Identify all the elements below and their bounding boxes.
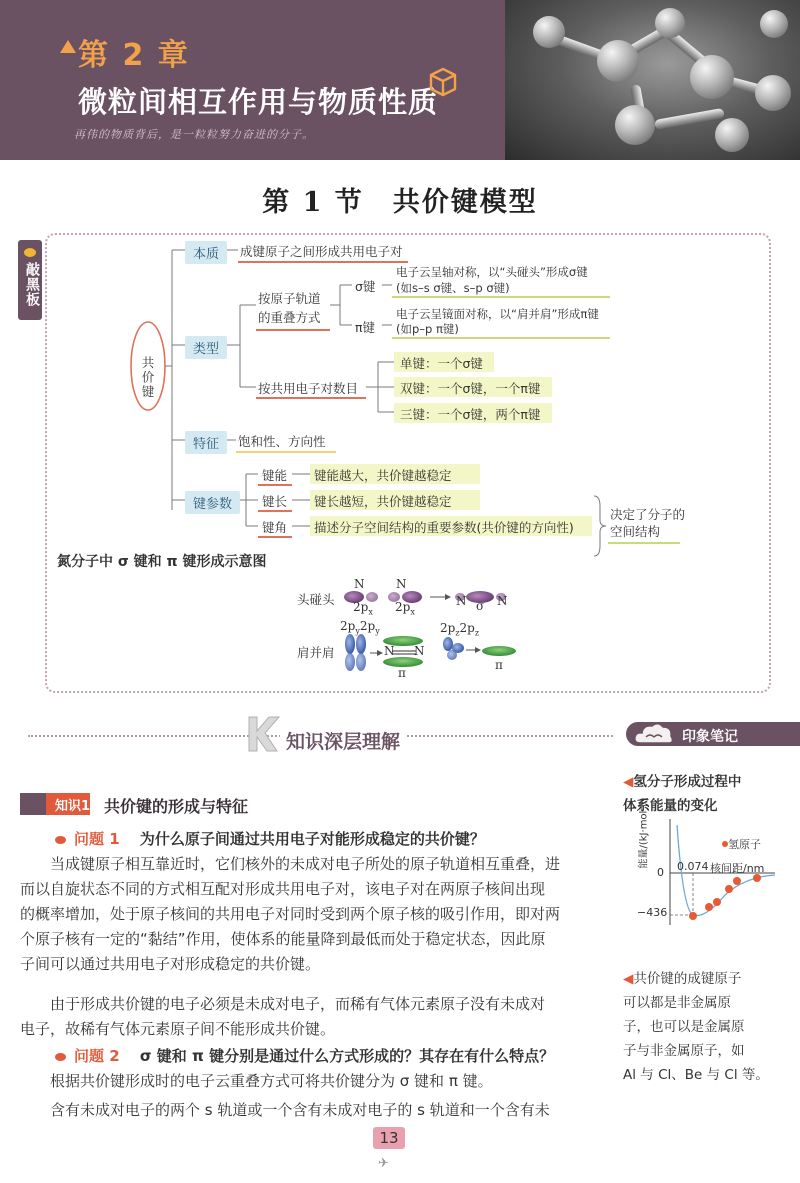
length-label: 键长 [262, 494, 288, 509]
k-logo-icon [243, 713, 281, 753]
graph-y0: 0 [657, 866, 664, 879]
energy-label: 键能 [262, 468, 288, 483]
nature-text: 成键原子之间形成共用电子对 [240, 244, 403, 259]
section-title: 第 1 节 共价键模型 [262, 187, 538, 218]
features-box: 特征 [185, 431, 227, 454]
underline [258, 510, 292, 512]
pi-label: π键 [355, 320, 376, 335]
n-label: N [456, 594, 467, 608]
note1-title: ◀氢分子形成过程中 体系能量的变化 [623, 774, 742, 814]
double-bond: 双键：一个σ键，一个π键 [400, 381, 541, 396]
head-on-label: 头碰头 [297, 592, 335, 607]
underline [238, 261, 408, 263]
graph-ylabel: 能量/(kJ·mol⁻¹) [638, 797, 650, 869]
angle-text: 描述分子空间结构的重要参数(共价键的方向性) [314, 520, 574, 535]
note2: ◀共价键的成键原子 可以都是非金属原 子，也可以是金属原 子与非金属原子，如 Al 与 Cl、Be 与 Cl 等。 [623, 971, 769, 1083]
cube-icon [428, 67, 458, 97]
underline [256, 329, 330, 331]
bullet-icon [55, 836, 66, 844]
tag-label: 敲黑板 [24, 262, 40, 307]
chapter-number: 第 2 章 [78, 38, 190, 73]
molecule-photo [505, 0, 800, 160]
q2-paragraph-1: 根据共价键形成时的电子云重叠方式可将共价键分为 σ 键和 π 键。 [20, 1072, 493, 1090]
length-text: 键长越短，共价键越稳定 [314, 494, 452, 509]
nature-box: 本质 [185, 241, 227, 264]
sigma-label: σ键 [355, 279, 376, 294]
side-by-side-label: 肩并肩 [297, 645, 335, 660]
types-box: 类型 [185, 336, 227, 359]
chapter-quote: 再伟的物质背后，是一粒粒努力奋进的分子。 [74, 128, 314, 141]
pi-symbol: π [398, 666, 406, 680]
chapter-title: 微粒间相互作用与物质性质 [78, 85, 439, 119]
single-bond: 单键：一个σ键 [400, 356, 483, 371]
orbital-label: $2p_x$ [395, 600, 415, 617]
graph-ymin: −436 [637, 906, 668, 919]
overlap-label: 按原子轨道的重叠方式 [258, 291, 321, 325]
question-1: 问题 1 为什么原子间通过共用电子对能形成稳定的共价键？ [55, 828, 485, 849]
lemon-icon [24, 248, 36, 257]
decides-text: 决定了分子的空间结构 [610, 507, 686, 539]
params-box: 键参数 [185, 491, 240, 514]
triple-bond: 三键：一个σ键，两个π键 [400, 407, 541, 422]
underline [258, 536, 292, 538]
q1-paragraph-1: 当成键原子相互靠近时，它们核外的未成对电子所处的原子轨道相互重叠，进 而以自旋状态不同的方式相互配对形成共用电子对，该电子对在两原子核间出现 的概率增加，处于原子核间的共用电子对同时受到两个原子核的吸引作用，即对两 个原子核有一定的“黏结”作用，使体系的能量降到最低而处于稳定状态，因此原 子间可以通过共用电子对形成稳定的共价键。 [20, 855, 561, 973]
underline [392, 337, 610, 339]
diagram-title: 氮分子中 σ 键和 π 键形成示意图 [57, 554, 267, 570]
q1-paragraph-2: 由于形成共价键的电子必须是未成对电子，而稀有气体元素原子没有未成对 电子，故稀有气体元素原子间不能形成共价键。 [20, 995, 546, 1038]
n-label: N [354, 577, 365, 591]
sigma-symbol: σ [476, 599, 485, 613]
orbital-label: $2p_z2p_z$ [440, 621, 480, 638]
bird-icon: ✈ [378, 1156, 389, 1171]
knowledge-title: 共价键的形成与特征 [104, 797, 249, 816]
bullet-icon [55, 1053, 66, 1061]
underline [236, 451, 336, 453]
cloud-icon [632, 719, 676, 747]
graph-xlabel: 核间距/nm [710, 862, 765, 875]
energy-text: 键能越大，共价键越稳定 [314, 468, 452, 483]
graph-legend: 氢原子 [728, 838, 761, 851]
page-number: 13 [373, 1127, 405, 1149]
n-label: N [384, 644, 395, 658]
underline [608, 542, 680, 544]
orbital-label: $2p_y2p_y$ [340, 619, 380, 636]
underline [392, 296, 610, 298]
knowledge-tag: 知识1 [55, 799, 91, 814]
angle-label: 键角 [262, 520, 288, 535]
pi-desc: 电子云呈镜面对称，以“肩并肩”形成π键 [396, 307, 599, 321]
book-icon [20, 793, 46, 815]
underline [256, 397, 366, 399]
features-text: 饱和性、方向性 [238, 434, 326, 449]
root-label: 共价键 [140, 356, 155, 400]
n-label: N [414, 644, 425, 658]
underline [258, 484, 292, 486]
chapter-triangle-icon [60, 40, 76, 53]
n-label: N [396, 577, 407, 591]
sigma-example: (如s–s σ键、s–p σ键) [396, 281, 510, 295]
pi-example: (如p–p π键) [396, 322, 459, 336]
banner-title: 知识深层理解 [280, 727, 406, 754]
orbital-label: $2p_x$ [353, 600, 373, 617]
pi-symbol: π [495, 658, 503, 672]
pi-orbitals [345, 634, 516, 671]
question-2: 问题 2 σ 键和 π 键分别是通过什么方式形成的？其存在有什么特点？ [55, 1045, 554, 1066]
graph-xmark: 0.074 [677, 860, 709, 873]
pairs-label: 按共用电子对数目 [258, 381, 359, 396]
q2-paragraph-2: 含有未成对电子的两个 s 轨道或一个含有未成对电子的 s 轨道和一个含有未 [20, 1101, 550, 1119]
n-label: N [497, 594, 508, 608]
notes-header-label: 印象笔记 [682, 729, 738, 745]
sigma-desc: 电子云呈轴对称，以“头碰头”形成σ键 [396, 265, 588, 279]
